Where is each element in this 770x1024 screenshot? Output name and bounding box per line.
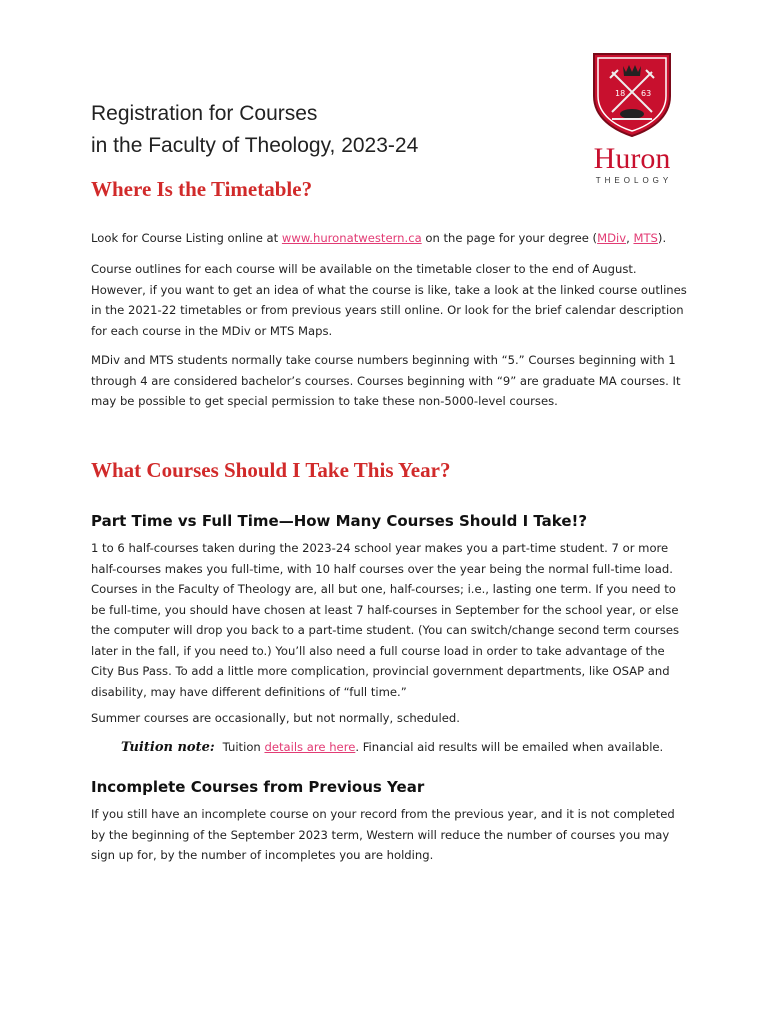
mts-link[interactable]: MTS [633, 231, 658, 245]
heading-where-is-timetable: Where Is the Timetable? [91, 177, 313, 201]
huron-website-link[interactable]: www.huronatwestern.ca [281, 231, 422, 245]
title-line-1: Registration for Courses [91, 102, 318, 125]
mdiv-link[interactable]: MDiv [597, 231, 627, 245]
logo-subtitle: THEOLOGY [595, 176, 673, 185]
subheading-part-full-time: Part Time vs Full Time—How Many Courses Should I Take!? [91, 512, 588, 530]
tuition-text-before: Tuition [222, 740, 265, 754]
paragraph-summer-courses: Summer courses are occasionally, but not normally, scheduled. [91, 711, 460, 725]
logo-name: Huron [593, 142, 671, 175]
huron-theology-logo [584, 52, 680, 185]
subheading-incomplete-courses: Incomplete Courses from Previous Year [91, 778, 425, 796]
title-line-2: in the Faculty of Theology, 2023-24 [91, 134, 419, 157]
tuition-text-after: . Financial aid results will be emailed when available. [355, 740, 664, 754]
p1-text-before: Look for Course Listing online at [91, 231, 282, 245]
paragraph-course-outlines: Course outlines for each course will be available on the timetable closer to the end of August. However, if you want to get an idea of what the course is like, take a look at the linked course outlines in the 2021-22 timetables or from previous years still online. Or look for the brief calendar description for each course in the MDiv or MTS Maps. [91, 262, 687, 338]
p1-text-middle: on the page for your degree ( [421, 231, 598, 245]
logo-year-right: 63 [641, 89, 652, 98]
tuition-note [121, 740, 663, 755]
shield-crest-icon [592, 52, 672, 138]
paragraph-course-listing [91, 228, 689, 249]
heading-what-courses: What Courses Should I Take This Year? [91, 458, 451, 482]
tuition-note-label: Tuition note: [121, 740, 215, 755]
p1-text-after: ). [657, 231, 667, 245]
p1-separator: , [626, 231, 634, 245]
logo-year-left: 18 [615, 89, 626, 98]
tuition-details-link[interactable]: details are here [264, 740, 356, 754]
paragraph-course-numbers: MDiv and MTS students normally take course numbers beginning with “5.” Courses beginning with 1 through 4 are considered bachelor’s courses. Courses beginning with “9” are graduate MA courses. It may be possible to get special permission to take these non-5000-level courses. [91, 353, 681, 408]
paragraph-course-load: 1 to 6 half-courses taken during the 2023-24 school year makes you a part-time student. 7 or more half-courses makes you full-time, with 10 half courses over the year being the normal full-time load. Courses in the Faculty of Theology are, all but one, half-courses; i.e., lasting one term. If you need to be full-time, you should have chosen at least 7 half-courses in September for the school year, or else the computer will drop you back to a part-time student. (You can switch/change second term courses later in the fall, if you need to.) You’ll also need a full course load in order to take advantage of the City Bus Pass. To add a little more complication, provincial government departments, like OSAP and disability, may have different definitions of “full time.” [91, 541, 680, 699]
paragraph-incomplete-courses: If you still have an incomplete course on your record from the previous year, and it is not completed by the beginning of the September 2023 term, Western will reduce the number of courses you may sign up for, by the number of incompletes you are holding. [91, 807, 675, 862]
page-title [91, 98, 418, 162]
